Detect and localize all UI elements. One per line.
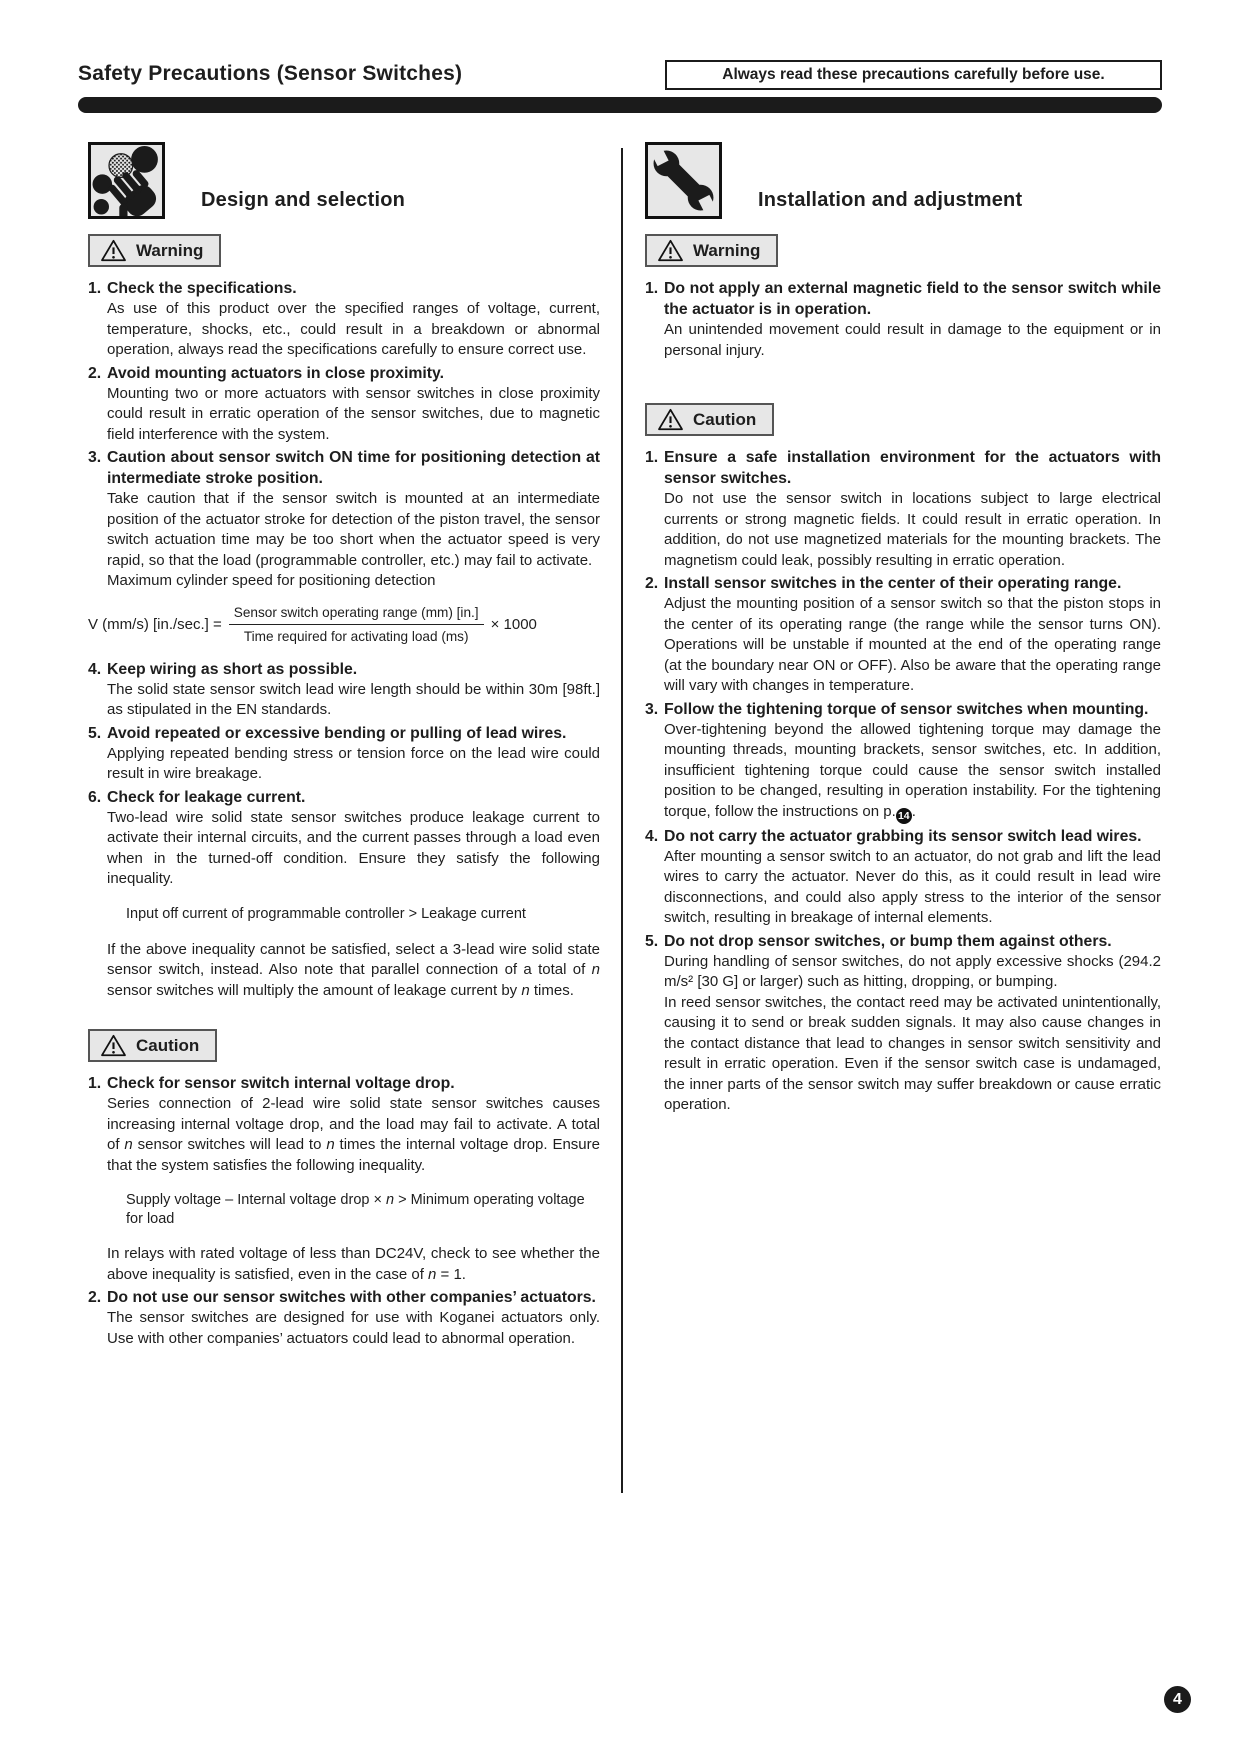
list-item [88,1287,600,1349]
item-heading [88,278,600,299]
item-heading-text: Check for sensor switch internal voltage drop. [107,1075,455,1092]
item-number: 5. [88,724,102,742]
item-heading [645,699,1161,720]
column-divider [621,148,623,1493]
item-number: 1. [645,449,659,466]
warning-triangle-icon [100,239,127,262]
header-rule-bar [78,97,1162,113]
page-number: 4 [1173,1690,1182,1708]
page-title: Safety Precautions (Sensor Switches) [78,62,463,85]
formula-rhs: × 1000 [490,615,537,633]
item-heading [645,573,1161,594]
list-item [88,447,600,592]
item-body: Mounting two or more actuators with sensor switches in close proximity could result in erratic operation of the sensor switches, due to magnetic field interference with the system. [107,384,600,443]
item-heading [645,447,1161,489]
item-number: 3. [88,449,102,466]
list-item [645,699,1161,824]
left-column [88,142,600,1351]
list-item [88,1073,600,1285]
spacer [645,363,1161,401]
item-number: 1. [88,1075,102,1092]
caution-label: Caution [693,409,757,429]
item-heading [88,1287,600,1308]
item-heading-text: Install sensor switches in the center of their operating range. [664,575,1122,592]
list-item [645,447,1161,571]
page-number-badge [1164,1686,1191,1713]
item-number: 4. [645,827,659,845]
formula-numerator: Sensor switch operating range (mm) [in.] [229,604,484,625]
list-item [88,363,600,446]
item-body: The sensor switches are designed for use with Koganei actuators only. Use with other companies’ actuators could lead to abnormal operation. [107,1309,600,1347]
formula-fraction [229,604,484,645]
item-body: Applying repeated bending stress or tension force on the lead wire could result in wire breakage. [107,744,600,782]
item-heading-text: Do not carry the actuator grabbing its sensor switch lead wires. [664,827,1142,845]
item-number: 4. [88,660,102,678]
item-body: Series connection of 2-lead wire solid state sensor switches causes increasing internal voltage drop, and the load may fail to activate. A total of n sensor switches will lead to n times the internal voltage drop. Ensure that the system satisfies the following inequality. [107,1095,600,1174]
warning-box [88,234,221,267]
design-selection-header [88,142,600,219]
list-item [88,278,600,361]
item-heading-text: Avoid mounting actuators in close proximity. [107,364,445,382]
item-heading [645,278,1161,320]
item-heading [88,659,600,680]
caution-box [88,1029,217,1062]
item-body: After mounting a sensor switch to an actuator, do not grab and lift the lead wires to carry the actuator. Never do this, as it could result in lead wire disconnections, and could also apply stress to the interior of the sensor switch, resulting in breakage of internal elements. [664,847,1161,927]
item-heading [88,787,600,808]
item-heading [88,363,600,384]
installation-adjustment-header [645,142,1161,219]
item-body: In reed sensor switches, the contact reed may be activated unintentionally, causing it to send or break sudden signals. It may also cause changes in the contact distance that lead to changes in sensor switch sensitivity and result in erratic operation. Even if the sensor switch case is undamaged, the inner parts of the sensor switch may suffer breakdown or cause erratic operation. [664,993,1161,1114]
item-heading-text: Do not use our sensor switches with other companies’ actuators. [107,1289,596,1306]
warning-triangle-icon [657,239,684,262]
item-number: 2. [88,364,102,382]
design-and-selection-icon [88,142,165,219]
item-number: 3. [645,700,659,718]
item-heading [88,447,600,489]
item-heading [88,1073,600,1094]
warning-label: Warning [693,240,761,260]
item-number: 2. [645,575,659,592]
list-item [88,659,600,721]
list-item [645,826,1161,929]
caution-label: Caution [136,1035,200,1055]
list-item [645,573,1161,697]
item-heading [88,723,600,744]
item-heading-text: Caution about sensor switch ON time for positioning detection at intermediate stroke position. [107,449,600,487]
formula-denominator: Time required for activating load (ms) [243,628,469,644]
item-body: Two-lead wire solid state sensor switches produce leakage current to activate their internal circuits, and the current passes through a load even when in the turned-off condition. Ensure they satisfy the following inequality. [107,808,600,887]
item-number: 2. [88,1289,102,1306]
item-heading-text: Check for leakage current. [107,788,306,806]
item-body: As use of this product over the specified ranges of voltage, current, temperature, shocks, etc., could result in a breakdown or abnormal operation, always read the specifications carefully to ensure correct use. [107,300,600,358]
item-heading-text: Ensure a safe installation environment for the actuators with sensor switches. [664,449,1161,487]
item-heading-text: Do not apply an external magnetic field to the sensor switch while the actuator is in operation. [664,280,1161,318]
item-body: Over-tightening beyond the allowed tightening torque may damage the mounting threads, mounting brackets, sensor switches, etc. In addition, insufficient tightening torque could cause the sensor switch installed position to be changed, resulting in operation instability. For the tightening torque, follow the instructions on p. 14 . [645,720,1161,824]
item-heading-text: Avoid repeated or excessive bending or pulling of lead wires. [107,724,567,742]
section-title-installation: Installation and adjustment [758,189,1023,211]
item-number: 1. [645,280,659,297]
item-note: In relays with rated voltage of less than DC24V, check to see whether the above inequality is satisfied, even in the case of n = 1. [107,1245,600,1283]
item-heading-text: Do not drop sensor switches, or bump them against others. [664,932,1112,950]
list-item [88,787,600,1002]
caution-box [645,403,774,436]
item-body: Take caution that if the sensor switch is mounted at an intermediate position of the actuator stroke for detection of the piston travel, the sensor switch actuation time may be too short when the actuator speed is very rapid, so that the load (programmable controller, etc.) may fail to activate. [107,490,600,569]
voltage-inequality: Supply voltage – Internal voltage drop × n > Minimum operating voltage for load [126,1192,585,1227]
item-number: 6. [88,788,102,806]
leakage-inequality: Input off current of programmable controller > Leakage current [126,905,526,922]
installation-wrench-icon [645,142,722,219]
item-heading-text: Keep wiring as short as possible. [107,660,358,678]
item-heading [645,931,1161,952]
item-body: Do not use the sensor switch in locations subject to large electrical currents or strong magnetic fields. It could result in erratic operation. In addition, do not use magnetized materials for the mounting brackets. The magnetism could leak, possibly resulting in erratic operation. [664,490,1161,569]
item-body: The solid state sensor switch lead wire length should be within 30m [98ft.] as stipulated in the EN standards. [107,680,600,718]
item-body: An unintended movement could result in damage to the equipment or in personal injury. [664,321,1161,359]
item-body: Maximum cylinder speed for positioning detection [107,572,436,589]
section-title-design-selection: Design and selection [201,189,406,211]
list-item [645,931,1161,1116]
item-body: Adjust the mounting position of a sensor switch so that the piston stops in the center of its operating range (the range while the sensor turns ON). Operations will be unstable if mounted at the end of the operating range (at the boundary near ON or OFF). Also be aware that the operating range will vary with changes in temperature. [664,595,1161,694]
list-item [88,723,600,785]
item-heading [645,826,1161,847]
item-heading-text: Check the specifications. [107,280,297,297]
right-column [645,142,1161,1118]
warning-label: Warning [136,240,204,260]
spacer [88,1003,600,1027]
formula-lhs: V (mm/s) [in./sec.] = [88,615,222,633]
item-number: 5. [645,932,659,950]
warning-triangle-icon [100,1034,127,1057]
item-heading-text: Follow the tightening torque of sensor switches when mounting. [664,700,1149,718]
notice-banner [665,60,1162,90]
item-number: 1. [88,280,102,297]
list-item [645,278,1161,361]
max-cylinder-speed-formula [88,604,600,645]
item-body: During handling of sensor switches, do not apply excessive shocks (294.2 m/s² [30 G] or larger) such as hitting, dropping, or bumping. [664,952,1161,991]
warning-box [645,234,778,267]
notice-text: Always read these precautions carefully before use. [722,66,1105,83]
warning-triangle-icon [657,408,684,431]
item-note: If the above inequality cannot be satisfied, select a 3-lead wire solid state sensor switch, instead. Also note that parallel connection of a total of n sensor switches will multiply the amount of leakage current by n times. [107,940,600,999]
